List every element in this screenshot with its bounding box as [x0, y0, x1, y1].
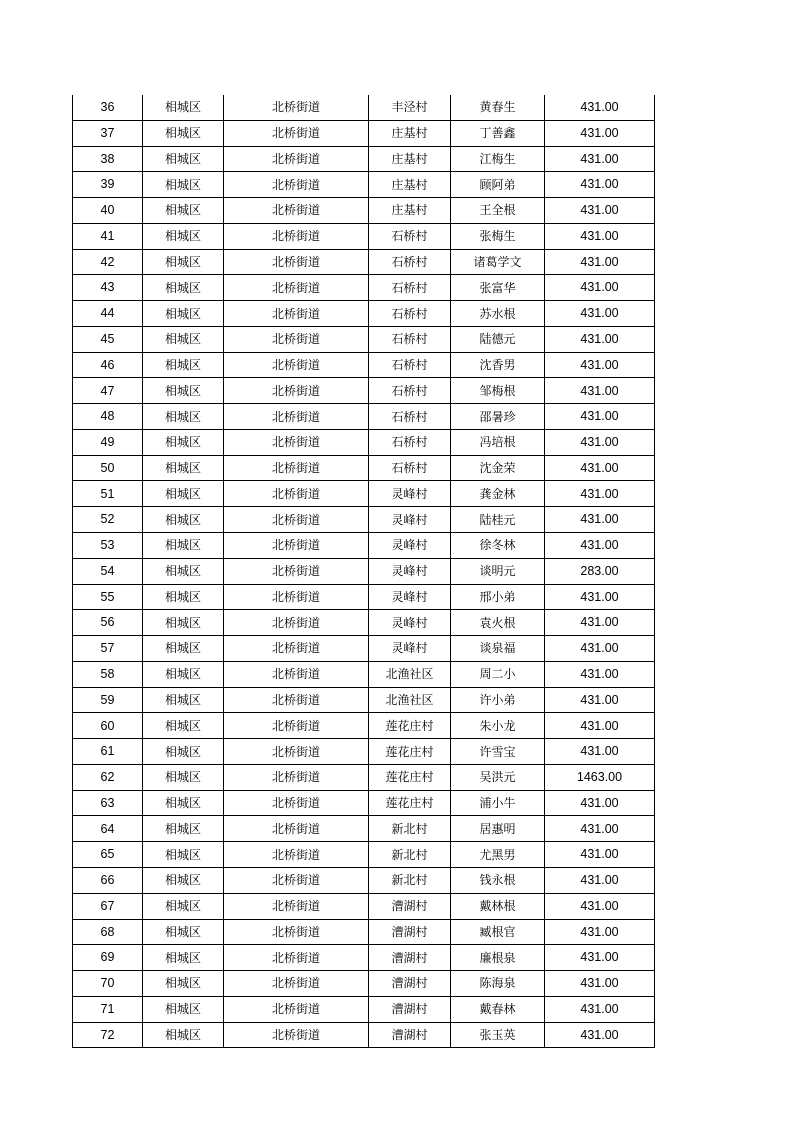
- district-cell: 相城区: [143, 172, 224, 198]
- village-cell: 莲花庄村: [369, 790, 451, 816]
- name-cell: 陈海泉: [451, 971, 545, 997]
- village-cell: 莲花庄村: [369, 713, 451, 739]
- subdistrict-cell: 北桥街道: [224, 584, 369, 610]
- row-number-cell: 46: [73, 352, 143, 378]
- name-cell: 苏水根: [451, 301, 545, 327]
- row-number-cell: 43: [73, 275, 143, 301]
- subdistrict-cell: 北桥街道: [224, 352, 369, 378]
- name-cell: 黄春生: [451, 95, 545, 120]
- subdistrict-cell: 北桥街道: [224, 172, 369, 198]
- village-cell: 灵峰村: [369, 610, 451, 636]
- amount-cell: 431.00: [545, 326, 655, 352]
- district-cell: 相城区: [143, 120, 224, 146]
- row-number-cell: 54: [73, 558, 143, 584]
- village-cell: 庄基村: [369, 172, 451, 198]
- village-cell: 灵峰村: [369, 558, 451, 584]
- district-cell: 相城区: [143, 198, 224, 224]
- amount-cell: 431.00: [545, 146, 655, 172]
- district-cell: 相城区: [143, 584, 224, 610]
- district-cell: 相城区: [143, 223, 224, 249]
- name-cell: 戴林根: [451, 893, 545, 919]
- village-cell: 丰泾村: [369, 95, 451, 120]
- name-cell: 龚金林: [451, 481, 545, 507]
- amount-cell: 431.00: [545, 533, 655, 559]
- village-cell: 石桥村: [369, 352, 451, 378]
- name-cell: 陆桂元: [451, 507, 545, 533]
- subdistrict-cell: 北桥街道: [224, 687, 369, 713]
- table-row: [73, 404, 655, 430]
- table-row: [73, 481, 655, 507]
- name-cell: 江梅生: [451, 146, 545, 172]
- amount-cell: 431.00: [545, 661, 655, 687]
- district-cell: 相城区: [143, 455, 224, 481]
- amount-cell: 431.00: [545, 352, 655, 378]
- subdistrict-cell: 北桥街道: [224, 713, 369, 739]
- district-cell: 相城区: [143, 352, 224, 378]
- data-table: [72, 95, 655, 1048]
- amount-cell: 431.00: [545, 971, 655, 997]
- row-number-cell: 66: [73, 867, 143, 893]
- village-cell: 莲花庄村: [369, 739, 451, 765]
- subdistrict-cell: 北桥街道: [224, 95, 369, 120]
- table-row: [73, 687, 655, 713]
- amount-cell: 431.00: [545, 867, 655, 893]
- amount-cell: 431.00: [545, 481, 655, 507]
- row-number-cell: 41: [73, 223, 143, 249]
- table-row: [73, 893, 655, 919]
- village-cell: 石桥村: [369, 249, 451, 275]
- subdistrict-cell: 北桥街道: [224, 429, 369, 455]
- district-cell: 相城区: [143, 1022, 224, 1048]
- district-cell: 相城区: [143, 790, 224, 816]
- table-row: [73, 816, 655, 842]
- subdistrict-cell: 北桥街道: [224, 816, 369, 842]
- district-cell: 相城区: [143, 275, 224, 301]
- amount-cell: 431.00: [545, 275, 655, 301]
- name-cell: 戴春林: [451, 996, 545, 1022]
- table-row: [73, 146, 655, 172]
- subdistrict-cell: 北桥街道: [224, 249, 369, 275]
- subdistrict-cell: 北桥街道: [224, 533, 369, 559]
- table-row: [73, 507, 655, 533]
- district-cell: 相城区: [143, 533, 224, 559]
- table-row: [73, 945, 655, 971]
- village-cell: 石桥村: [369, 404, 451, 430]
- village-cell: 石桥村: [369, 301, 451, 327]
- table-row: [73, 120, 655, 146]
- amount-cell: 283.00: [545, 558, 655, 584]
- district-cell: 相城区: [143, 301, 224, 327]
- village-cell: 新北村: [369, 816, 451, 842]
- amount-cell: 431.00: [545, 893, 655, 919]
- table-row: [73, 867, 655, 893]
- row-number-cell: 40: [73, 198, 143, 224]
- subdistrict-cell: 北桥街道: [224, 661, 369, 687]
- table-row: [73, 95, 655, 120]
- district-cell: 相城区: [143, 249, 224, 275]
- district-cell: 相城区: [143, 146, 224, 172]
- district-cell: 相城区: [143, 378, 224, 404]
- amount-cell: 431.00: [545, 816, 655, 842]
- subdistrict-cell: 北桥街道: [224, 378, 369, 404]
- district-cell: 相城区: [143, 481, 224, 507]
- row-number-cell: 64: [73, 816, 143, 842]
- village-cell: 灵峰村: [369, 533, 451, 559]
- table-row: [73, 533, 655, 559]
- amount-cell: 431.00: [545, 120, 655, 146]
- name-cell: 朱小龙: [451, 713, 545, 739]
- subdistrict-cell: 北桥街道: [224, 636, 369, 662]
- subdistrict-cell: 北桥街道: [224, 1022, 369, 1048]
- village-cell: 漕湖村: [369, 1022, 451, 1048]
- village-cell: 石桥村: [369, 326, 451, 352]
- table-row: [73, 249, 655, 275]
- subdistrict-cell: 北桥街道: [224, 945, 369, 971]
- name-cell: 周二小: [451, 661, 545, 687]
- subdistrict-cell: 北桥街道: [224, 842, 369, 868]
- subdistrict-cell: 北桥街道: [224, 867, 369, 893]
- table-row: [73, 301, 655, 327]
- row-number-cell: 55: [73, 584, 143, 610]
- table-row: [73, 996, 655, 1022]
- name-cell: 冯培根: [451, 429, 545, 455]
- amount-cell: 431.00: [545, 507, 655, 533]
- village-cell: 庄基村: [369, 198, 451, 224]
- subdistrict-cell: 北桥街道: [224, 764, 369, 790]
- subdistrict-cell: 北桥街道: [224, 455, 369, 481]
- subdistrict-cell: 北桥街道: [224, 120, 369, 146]
- village-cell: 新北村: [369, 842, 451, 868]
- row-number-cell: 38: [73, 146, 143, 172]
- name-cell: 臧根官: [451, 919, 545, 945]
- name-cell: 邹梅根: [451, 378, 545, 404]
- district-cell: 相城区: [143, 95, 224, 120]
- district-cell: 相城区: [143, 610, 224, 636]
- row-number-cell: 67: [73, 893, 143, 919]
- village-cell: 灵峰村: [369, 636, 451, 662]
- name-cell: 陆德元: [451, 326, 545, 352]
- village-cell: 漕湖村: [369, 996, 451, 1022]
- row-number-cell: 60: [73, 713, 143, 739]
- district-cell: 相城区: [143, 429, 224, 455]
- row-number-cell: 71: [73, 996, 143, 1022]
- name-cell: 张玉英: [451, 1022, 545, 1048]
- table-row: [73, 352, 655, 378]
- district-cell: 相城区: [143, 326, 224, 352]
- table-row: [73, 558, 655, 584]
- village-cell: 灵峰村: [369, 584, 451, 610]
- row-number-cell: 51: [73, 481, 143, 507]
- amount-cell: 431.00: [545, 172, 655, 198]
- table-row: [73, 1022, 655, 1048]
- village-cell: 漕湖村: [369, 971, 451, 997]
- name-cell: 沈金荣: [451, 455, 545, 481]
- subdistrict-cell: 北桥街道: [224, 558, 369, 584]
- amount-cell: 431.00: [545, 249, 655, 275]
- district-cell: 相城区: [143, 739, 224, 765]
- row-number-cell: 68: [73, 919, 143, 945]
- district-cell: 相城区: [143, 842, 224, 868]
- row-number-cell: 72: [73, 1022, 143, 1048]
- table-row: [73, 842, 655, 868]
- district-cell: 相城区: [143, 687, 224, 713]
- district-cell: 相城区: [143, 713, 224, 739]
- amount-cell: 431.00: [545, 455, 655, 481]
- name-cell: 尤黑男: [451, 842, 545, 868]
- amount-cell: 431.00: [545, 95, 655, 120]
- name-cell: 谈明元: [451, 558, 545, 584]
- subdistrict-cell: 北桥街道: [224, 919, 369, 945]
- subdistrict-cell: 北桥街道: [224, 507, 369, 533]
- village-cell: 莲花庄村: [369, 764, 451, 790]
- district-cell: 相城区: [143, 404, 224, 430]
- village-cell: 石桥村: [369, 275, 451, 301]
- subdistrict-cell: 北桥街道: [224, 301, 369, 327]
- name-cell: 徐冬林: [451, 533, 545, 559]
- row-number-cell: 36: [73, 95, 143, 120]
- subdistrict-cell: 北桥街道: [224, 275, 369, 301]
- amount-cell: 431.00: [545, 610, 655, 636]
- name-cell: 丁善鑫: [451, 120, 545, 146]
- village-cell: 漕湖村: [369, 945, 451, 971]
- subdistrict-cell: 北桥街道: [224, 739, 369, 765]
- amount-cell: 431.00: [545, 584, 655, 610]
- district-cell: 相城区: [143, 867, 224, 893]
- table-row: [73, 971, 655, 997]
- amount-cell: 431.00: [545, 404, 655, 430]
- amount-cell: 431.00: [545, 790, 655, 816]
- amount-cell: 431.00: [545, 739, 655, 765]
- subdistrict-cell: 北桥街道: [224, 198, 369, 224]
- amount-cell: 431.00: [545, 301, 655, 327]
- district-cell: 相城区: [143, 971, 224, 997]
- table-row: [73, 198, 655, 224]
- amount-cell: 431.00: [545, 1022, 655, 1048]
- row-number-cell: 49: [73, 429, 143, 455]
- district-cell: 相城区: [143, 893, 224, 919]
- subdistrict-cell: 北桥街道: [224, 610, 369, 636]
- name-cell: 吴洪元: [451, 764, 545, 790]
- village-cell: 灵峰村: [369, 507, 451, 533]
- district-cell: 相城区: [143, 661, 224, 687]
- table-row: [73, 919, 655, 945]
- row-number-cell: 58: [73, 661, 143, 687]
- table-body: [73, 95, 655, 1048]
- row-number-cell: 70: [73, 971, 143, 997]
- village-cell: 北渔社区: [369, 661, 451, 687]
- village-cell: 北渔社区: [369, 687, 451, 713]
- village-cell: 庄基村: [369, 146, 451, 172]
- subdistrict-cell: 北桥街道: [224, 404, 369, 430]
- table-row: [73, 610, 655, 636]
- row-number-cell: 45: [73, 326, 143, 352]
- row-number-cell: 63: [73, 790, 143, 816]
- name-cell: 廉根泉: [451, 945, 545, 971]
- row-number-cell: 48: [73, 404, 143, 430]
- village-cell: 庄基村: [369, 120, 451, 146]
- row-number-cell: 65: [73, 842, 143, 868]
- district-cell: 相城区: [143, 919, 224, 945]
- table-row: [73, 790, 655, 816]
- name-cell: 张富华: [451, 275, 545, 301]
- table-row: [73, 378, 655, 404]
- row-number-cell: 62: [73, 764, 143, 790]
- subdistrict-cell: 北桥街道: [224, 790, 369, 816]
- table-row: [73, 172, 655, 198]
- subdistrict-cell: 北桥街道: [224, 326, 369, 352]
- amount-cell: 431.00: [545, 198, 655, 224]
- name-cell: 袁火根: [451, 610, 545, 636]
- district-cell: 相城区: [143, 945, 224, 971]
- village-cell: 新北村: [369, 867, 451, 893]
- table-row: [73, 636, 655, 662]
- district-cell: 相城区: [143, 816, 224, 842]
- name-cell: 顾阿弟: [451, 172, 545, 198]
- table-row: [73, 713, 655, 739]
- amount-cell: 431.00: [545, 945, 655, 971]
- name-cell: 浦小牛: [451, 790, 545, 816]
- amount-cell: 431.00: [545, 378, 655, 404]
- row-number-cell: 57: [73, 636, 143, 662]
- name-cell: 王全根: [451, 198, 545, 224]
- table-row: [73, 275, 655, 301]
- amount-cell: 431.00: [545, 687, 655, 713]
- subdistrict-cell: 北桥街道: [224, 893, 369, 919]
- village-cell: 石桥村: [369, 455, 451, 481]
- subdistrict-cell: 北桥街道: [224, 971, 369, 997]
- district-cell: 相城区: [143, 558, 224, 584]
- village-cell: 漕湖村: [369, 893, 451, 919]
- name-cell: 邵暑珍: [451, 404, 545, 430]
- subdistrict-cell: 北桥街道: [224, 146, 369, 172]
- subdistrict-cell: 北桥街道: [224, 223, 369, 249]
- table-row: [73, 661, 655, 687]
- name-cell: 钱永根: [451, 867, 545, 893]
- table-row: [73, 764, 655, 790]
- name-cell: 诸葛学文: [451, 249, 545, 275]
- table-row: [73, 223, 655, 249]
- row-number-cell: 56: [73, 610, 143, 636]
- row-number-cell: 42: [73, 249, 143, 275]
- subdistrict-cell: 北桥街道: [224, 481, 369, 507]
- amount-cell: 1463.00: [545, 764, 655, 790]
- amount-cell: 431.00: [545, 713, 655, 739]
- amount-cell: 431.00: [545, 636, 655, 662]
- district-cell: 相城区: [143, 764, 224, 790]
- amount-cell: 431.00: [545, 919, 655, 945]
- name-cell: 张梅生: [451, 223, 545, 249]
- table-row: [73, 584, 655, 610]
- subdistrict-cell: 北桥街道: [224, 996, 369, 1022]
- name-cell: 谈泉福: [451, 636, 545, 662]
- row-number-cell: 47: [73, 378, 143, 404]
- district-cell: 相城区: [143, 507, 224, 533]
- amount-cell: 431.00: [545, 842, 655, 868]
- name-cell: 许雪宝: [451, 739, 545, 765]
- row-number-cell: 50: [73, 455, 143, 481]
- row-number-cell: 44: [73, 301, 143, 327]
- village-cell: 石桥村: [369, 429, 451, 455]
- row-number-cell: 61: [73, 739, 143, 765]
- table-row: [73, 326, 655, 352]
- village-cell: 石桥村: [369, 223, 451, 249]
- name-cell: 许小弟: [451, 687, 545, 713]
- village-cell: 漕湖村: [369, 919, 451, 945]
- amount-cell: 431.00: [545, 996, 655, 1022]
- district-cell: 相城区: [143, 996, 224, 1022]
- village-cell: 灵峰村: [369, 481, 451, 507]
- village-cell: 石桥村: [369, 378, 451, 404]
- row-number-cell: 37: [73, 120, 143, 146]
- table-row: [73, 455, 655, 481]
- table-row: [73, 429, 655, 455]
- name-cell: 邢小弟: [451, 584, 545, 610]
- row-number-cell: 39: [73, 172, 143, 198]
- table-row: [73, 739, 655, 765]
- amount-cell: 431.00: [545, 429, 655, 455]
- row-number-cell: 53: [73, 533, 143, 559]
- row-number-cell: 59: [73, 687, 143, 713]
- row-number-cell: 52: [73, 507, 143, 533]
- amount-cell: 431.00: [545, 223, 655, 249]
- name-cell: 沈香男: [451, 352, 545, 378]
- district-cell: 相城区: [143, 636, 224, 662]
- row-number-cell: 69: [73, 945, 143, 971]
- name-cell: 居惠明: [451, 816, 545, 842]
